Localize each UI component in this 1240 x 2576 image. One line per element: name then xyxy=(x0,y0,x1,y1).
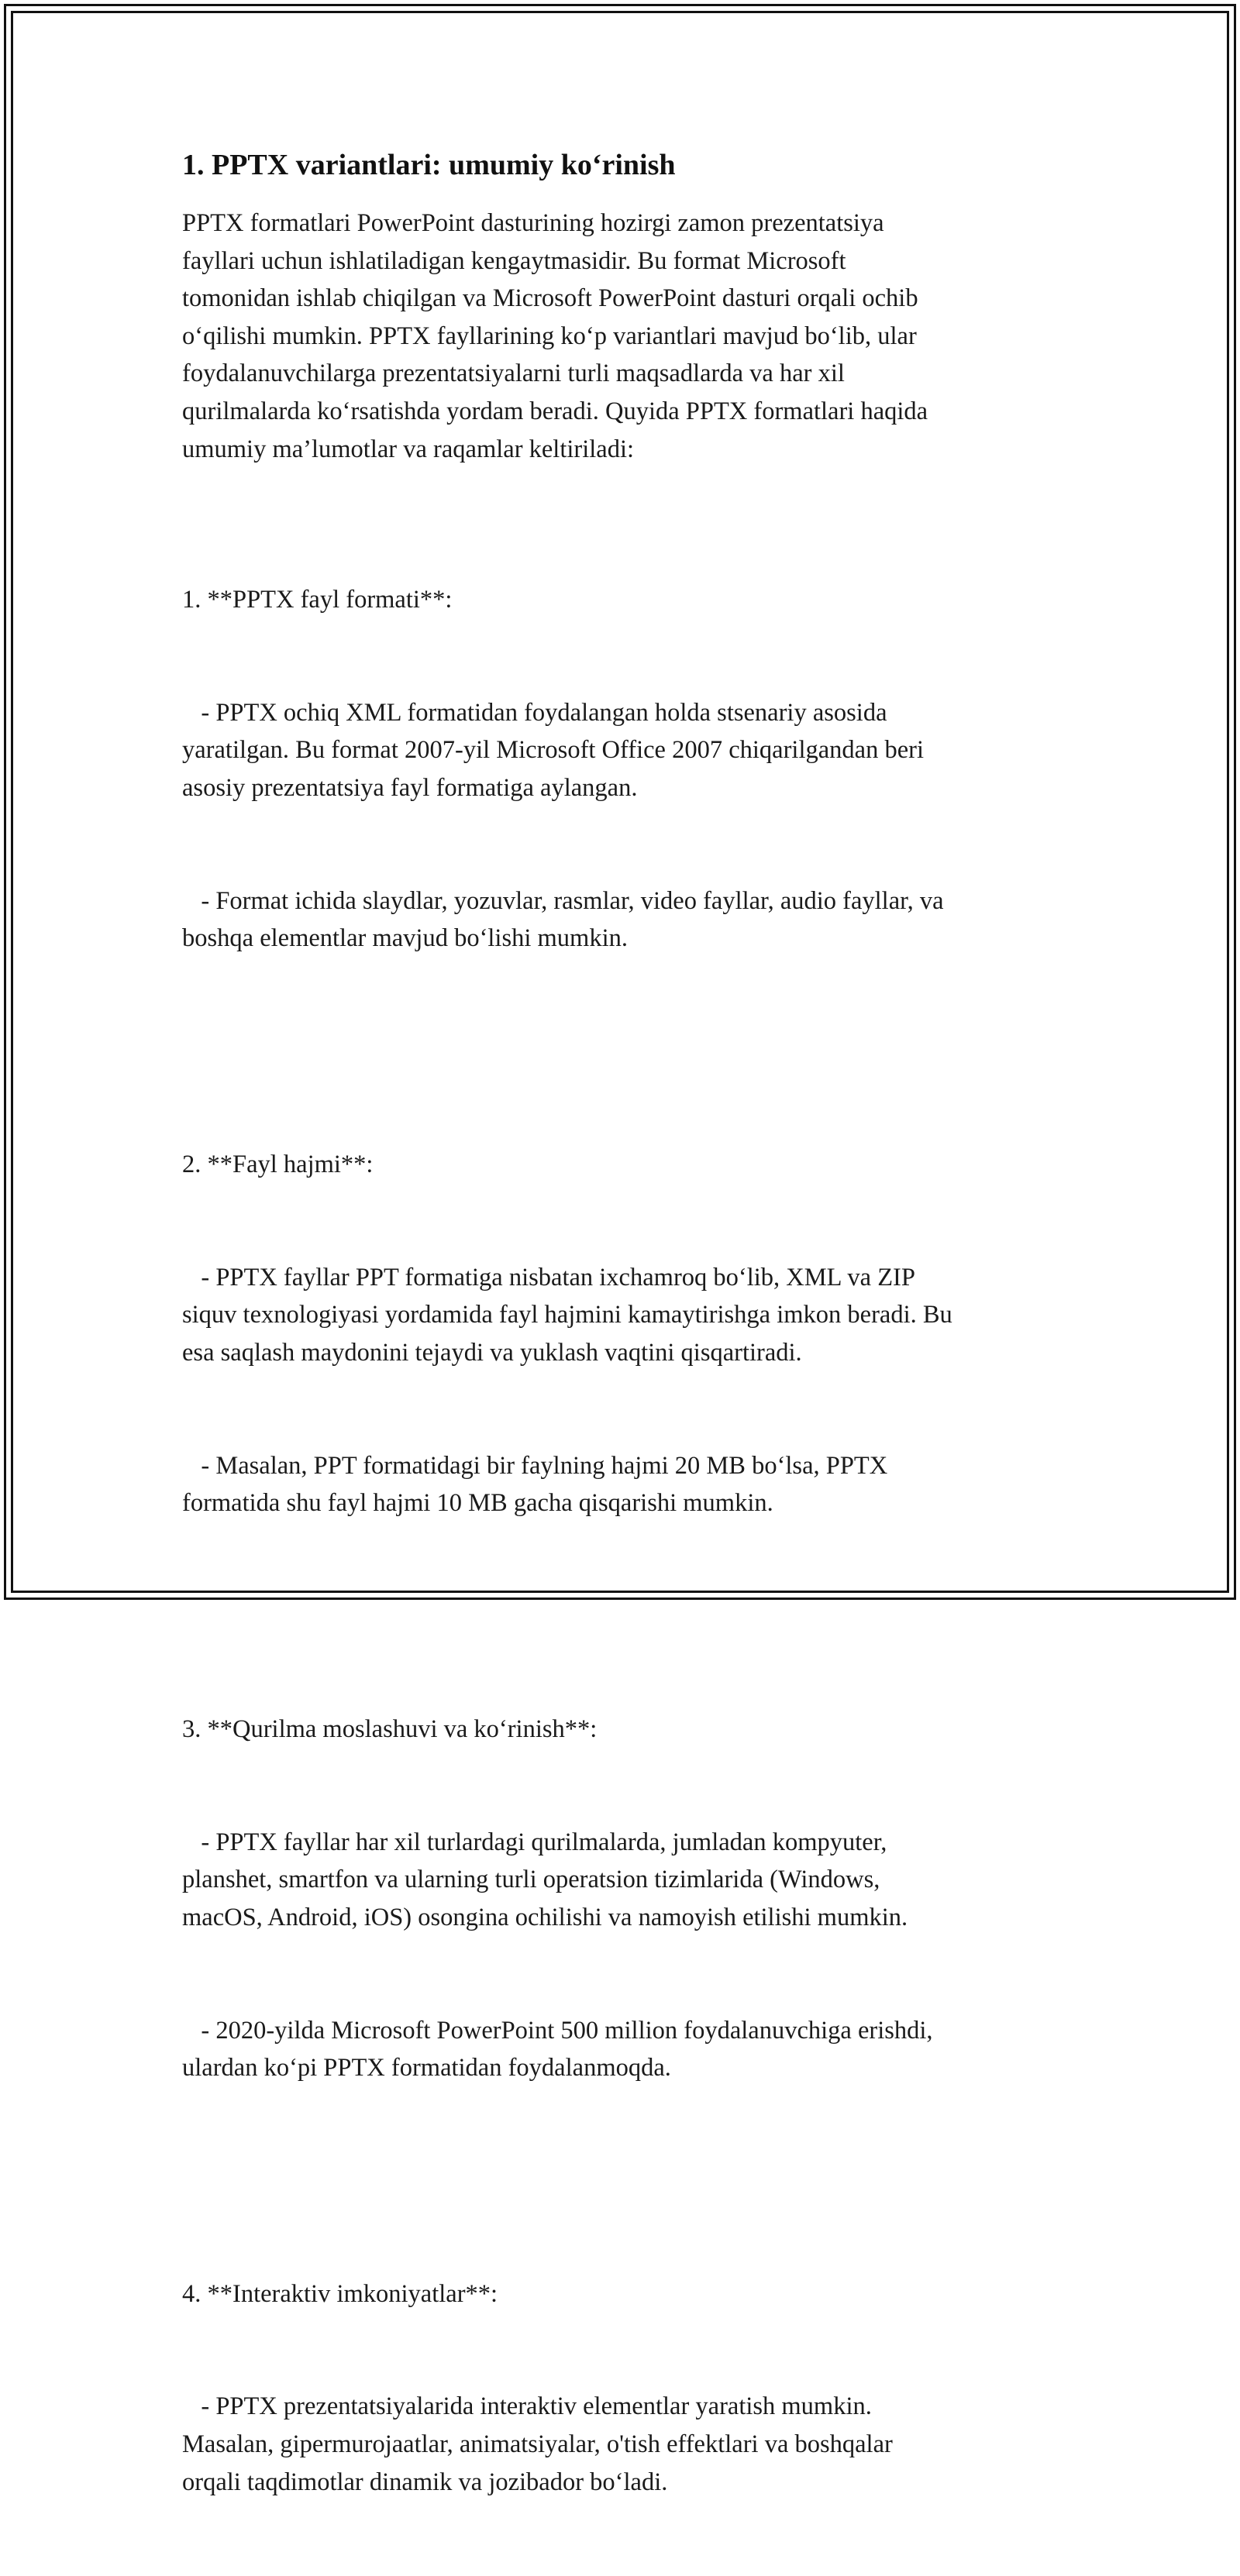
bullet-item: - 2020-yilda Microsoft PowerPoint 500 million foydalanuvchiga erishdi, ulardan ko‘pi PPTX formatidan foydalanmoqda. xyxy=(182,2016,933,2082)
bullet-item: - PPTX prezentatsiyalarida interaktiv elementlar yaratish mumkin. Masalan, gipermurojaatlar, animatsiyalar, o'tish effektlari va boshqalar orqali taqdimotlar dinamik va jozibador bo‘ladi. xyxy=(182,2392,893,2496)
bullet-item: - Masalan, PPT formatidagi bir faylning hajmi 20 MB bo‘lsa, PPTX formatida shu fayl hajmi 10 MB gacha qisqarishi mumkin. xyxy=(182,1451,888,1518)
bullet-item: - PPTX fayllar har xil turlardagi qurilmalarda, jumladan kompyuter, planshet, smartfon va ularning turli operatsion tizimlarida (Windows, macOS, Android, iOS) osongina ochilishi va namoyish etilishi mumkin. xyxy=(182,1828,908,1931)
section-title: 1. **PPTX fayl formati**: xyxy=(182,585,453,614)
section-device-compatibility xyxy=(182,1635,1062,2162)
document-body xyxy=(182,146,1062,2576)
bullet-item: - Format ichida slaydlar, yozuvlar, rasmlar, video fayllar, audio fayllar, va boshqa elementlar mavjud bo‘lishi mumkin. xyxy=(182,886,944,953)
section-interactive-features xyxy=(182,2199,1062,2576)
section-title: 3. **Qurilma moslashuvi va ko‘rinish**: xyxy=(182,1714,598,1743)
section-title: 4. **Interaktiv imkoniyatlar**: xyxy=(182,2279,498,2308)
section-title: 2. **Fayl hajmi**: xyxy=(182,1150,374,1178)
document-heading: 1. PPTX variantlari: umumiy ko‘rinish xyxy=(182,149,676,181)
section-file-format xyxy=(182,506,1062,1033)
intro-paragraph: PPTX formatlari PowerPoint dasturining hozirgi zamon prezentatsiya fayllari uchun ishlatiladigan kengaytmasidir. Bu format Microsoft tomonidan ishlab chiqilgan va Microsoft PowerPoint dasturi orqali ochib o‘qilishi mumkin. PPTX fayllarining ko‘p variantlari mavjud bo‘lib, ular foydalanuvchilarga prezentatsiyalarni turli maqsadlarda va har xil qurilmalarda ko‘rsatishda yordam beradi. Quyida PPTX formatlari haqida umumiy ma’lumotlar va raqamlar keltiriladi: xyxy=(182,209,928,463)
bullet-item: - PPTX fayllar PPT formatiga nisbatan ixchamroq bo‘lib, XML va ZIP siquv texnologiyasi yordamida fayl hajmini kamaytirishga imkon beradi. Bu esa saqlash maydonini tejaydi va yuklash vaqtini qisqartiradi. xyxy=(182,1263,952,1367)
bullet-item: - PPTX ochiq XML formatidan foydalangan holda stsenariy asosida yaratilgan. Bu format 2007-yil Microsoft Office 2007 chiqarilgandan beri asosiy prezentatsiya fayl formatiga aylangan. xyxy=(182,698,924,802)
section-file-size xyxy=(182,1071,1062,1598)
